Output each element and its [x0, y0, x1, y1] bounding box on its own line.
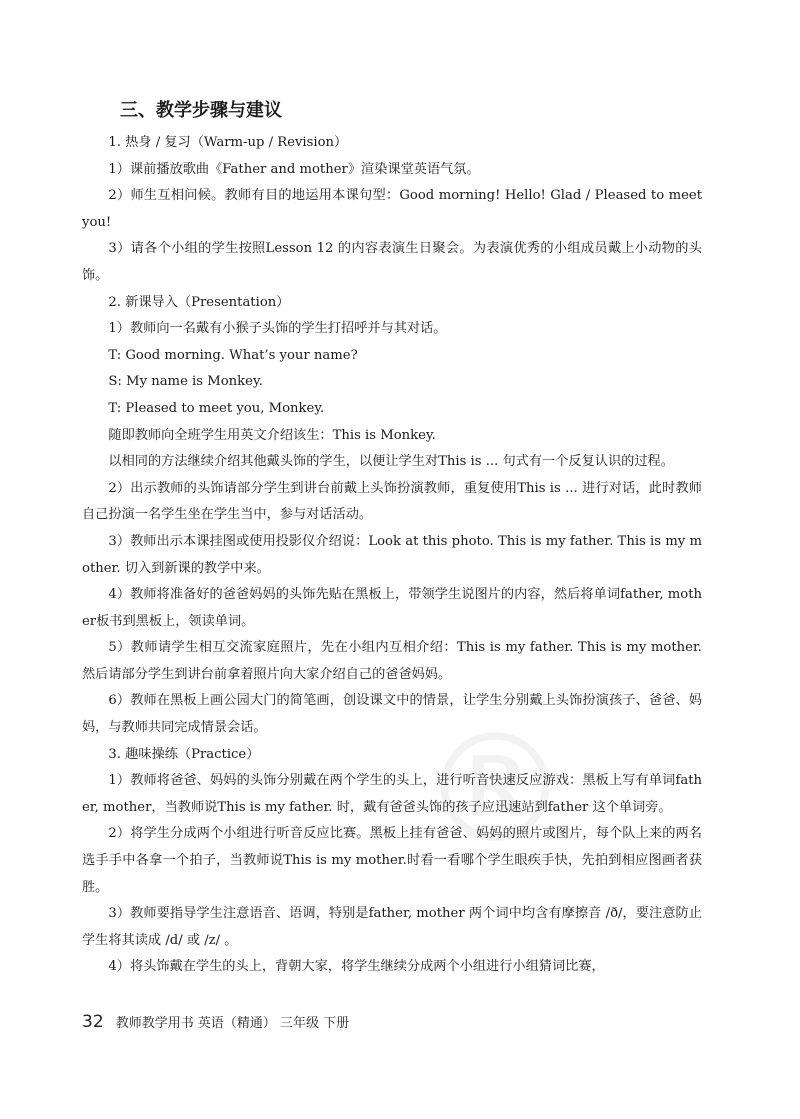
paragraph: 3）教师要指导学生注意语音、语调，特别是father, mother 两个词中均含有摩擦音 /ð/，要注意防止学生将其读成 /d/ 或 /z/ 。 — [82, 906, 702, 948]
paragraph: 1）课前播放歌曲《Father and mother》渲染课堂英语气氛。 — [108, 161, 480, 177]
paragraph: 4）将头饰戴在学生的头上，背朝大家，将学生继续分成两个小组进行小组猜词比赛， — [108, 959, 605, 975]
paragraph: 1. 热身 / 复习（Warm-up / Revision） — [108, 135, 348, 150]
paragraph: 6）教师在黑板上画公园大门的简笔画，创设课文中的情景，让学生分别戴上头饰扮演孩子、爸爸、妈妈，与教师共同完成情景会话。 — [82, 693, 702, 736]
book-title: 教师教学用书 英语（精通） 三年级 下册 — [115, 1016, 350, 1031]
paragraph: 2. 新课导入（Presentation） — [108, 294, 290, 310]
paragraph: 2）师生互相问候。教师有目的地运用本课句型：Good morning! Hello! Glad / Pleased to meet you! — [82, 188, 702, 230]
watermark-logo: ® — [420, 703, 570, 877]
section-title: 三、教学步骤与建议 — [120, 100, 282, 121]
body-text — [82, 130, 702, 981]
page-footer — [82, 1012, 349, 1032]
paragraph: T: Good morning. What’s your name? — [108, 347, 358, 363]
paragraph: S: My name is Monkey. — [108, 374, 263, 390]
paragraph: 2）出示教师的头饰请部分学生到讲台前戴上头饰扮演教师，重复使用This is ... 进行对话，此时教师自己扮演一名学生坐在学生当中，参与对话活动。 — [82, 480, 702, 523]
paragraph: 3）请各个小组的学生按照Lesson 12 的内容表演生日聚会。为表演优秀的小组成员戴上小动物的头饰。 — [82, 241, 702, 283]
paragraph: 随即教师向全班学生用英文介绍该生：This is Monkey. — [108, 427, 436, 443]
paragraph: 2）将学生分成两个小组进行听音反应比赛。黑板上挂有爸爸、妈妈的照片或图片，每个队上来的两名选手手中各拿一个拍子，当教师说This is my mother.时看一看哪个学生眼疾手快，先拍到相应图画者获胜。 — [82, 826, 702, 895]
paragraph: 以相同的方法继续介绍其他戴头饰的学生，以便让学生对This is ... 句式有一个反复认识的过程。 — [108, 454, 674, 470]
paragraph: 3）教师出示本课挂图或使用投影仪介绍说：Look at this photo. This is my father. This is my mother. 切入到新课的教学中来。 — [82, 533, 702, 576]
page-number: 32 — [82, 1012, 104, 1032]
paragraph: 5）教师请学生相互交流家庭照片，先在小组内互相介绍：This is my father. This is my mother. 然后请部分学生到讲台前拿着照片向大家介绍自己的爸爸妈妈。 — [82, 640, 702, 682]
paragraph: 4）教师将准备好的爸爸妈妈的头饰先贴在黑板上，带领学生说图片的内容，然后将单词father, mother板书到黑板上，领读单词。 — [82, 587, 702, 629]
paragraph: 1）教师将爸爸、妈妈的头饰分别戴在两个学生的头上，进行听音快速反应游戏：黑板上写有单词father, mother，当教师说This is my father. 时，戴有爸爸头饰的孩子应迅速站到father 这个单词旁。 — [82, 773, 702, 815]
paragraph: 3. 趣味操练（Practice） — [108, 746, 260, 762]
paragraph: 1）教师向一名戴有小猴子头饰的学生打招呼并与其对话。 — [108, 321, 447, 337]
paragraph: T: Pleased to meet you, Monkey. — [108, 400, 325, 416]
page-content — [82, 98, 702, 981]
